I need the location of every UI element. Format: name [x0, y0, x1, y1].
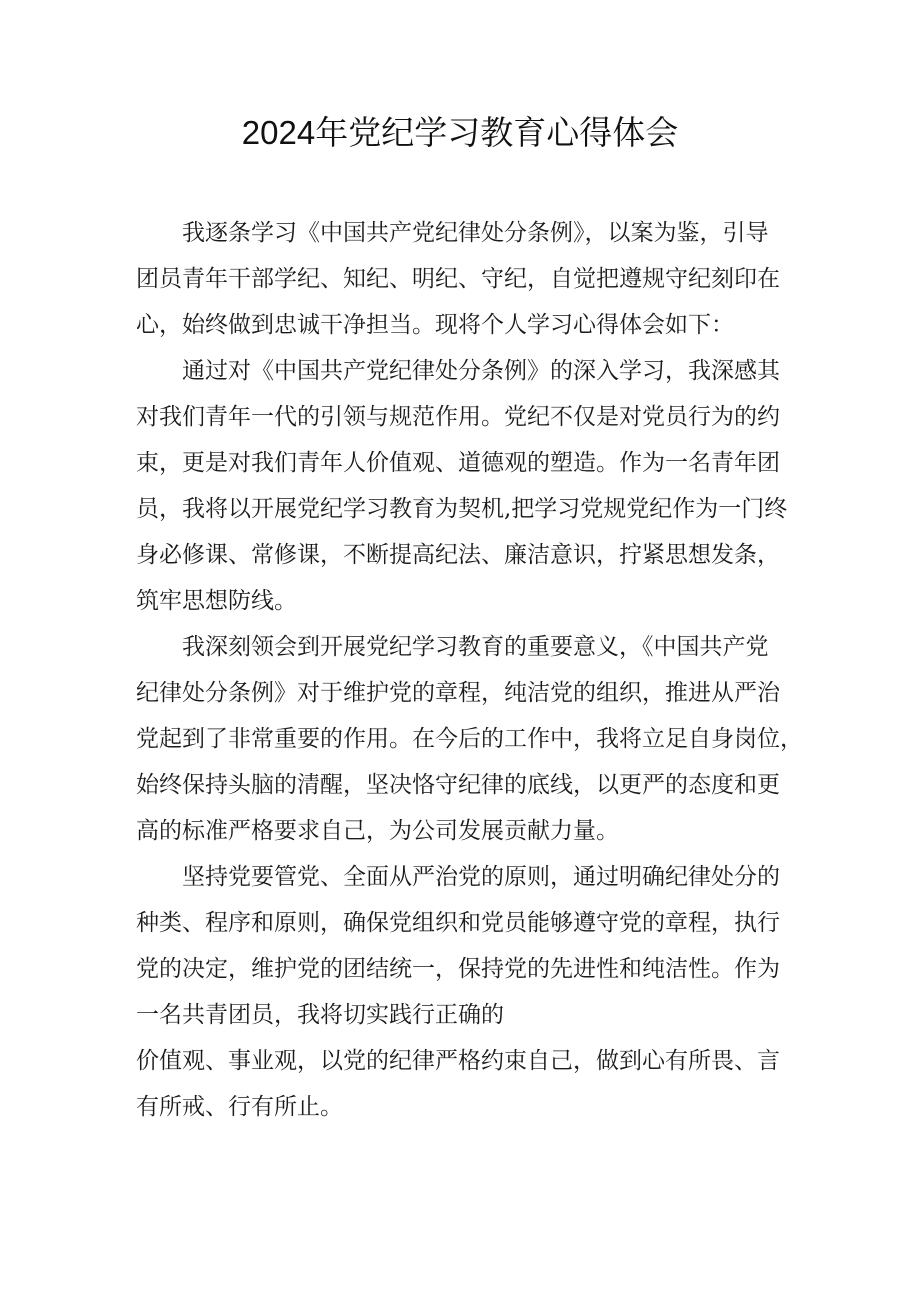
paragraph-line: 我逐条学习《中国共产党纪律处分条例》，以案为鉴，引导	[182, 220, 769, 246]
paragraph-line: 种类、程序和原则，确保党组织和党员能够遵守党的章程，执行	[136, 910, 780, 936]
paragraph-line: 心，始终做到忠诚干净担当。现将个人学习心得体会如下：	[136, 312, 734, 338]
paragraph-line: 有所戒、行有所止。	[136, 1094, 343, 1120]
paragraph-line: 筑牢思想防线。	[136, 588, 297, 614]
paragraph-line: 党起到了非常重要的作用。在今后的工作中，我将立足自身岗位，	[136, 726, 803, 752]
paragraph-line: 纪律处分条例》对于维护党的章程，纯洁党的组织，推进从严治	[136, 680, 780, 706]
paragraph-line: 高的标准严格要求自己，为公司发展贡献力量。	[136, 818, 619, 844]
paragraph-2	[136, 348, 792, 624]
paragraph-line: 员，我将以开展党纪学习教育为契机,把学习党规党纪作为一门终	[136, 496, 788, 522]
document-title: 2024年党纪学习教育心得体会	[241, 114, 679, 151]
paragraph-line: 一名共青团员，我将切实践行正确的	[136, 1002, 504, 1028]
paragraph-line: 通过对《中国共产党纪律处分条例》的深入学习，我深感其	[182, 358, 780, 384]
paragraph-line: 党的决定，维护党的团结统一，保持党的先进性和纯洁性。作为	[136, 956, 780, 982]
paragraph-line: 价值观、事业观，以党的纪律严格约束自己，做到心有所畏、言	[136, 1048, 780, 1074]
paragraph-line: 团员青年干部学纪、知纪、明纪、守纪，自觉把遵规守纪刻印在	[136, 266, 780, 292]
paragraph-line: 坚持党要管党、全面从严治党的原则，通过明确纪律处分的	[182, 864, 780, 890]
paragraph-line: 对我们青年一代的引领与规范作用。党纪不仅是对党员行为的约	[136, 404, 780, 430]
document-body	[136, 210, 803, 1130]
paragraph-4	[136, 854, 792, 1038]
paragraph-3	[136, 624, 803, 854]
paragraph-line: 身必修课、常修课，不断提高纪法、廉洁意识，拧紧思想发条，	[136, 542, 780, 568]
paragraph-line: 束，更是对我们青年人价值观、道德观的塑造。作为一名青年团	[136, 450, 780, 476]
paragraph-line: 我深刻领会到开展党纪学习教育的重要意义，《中国共产党	[182, 634, 769, 660]
paragraph-5	[136, 1038, 792, 1130]
paragraph-1	[136, 210, 792, 348]
paragraph-line: 始终保持头脑的清醒，坚决恪守纪律的底线，以更严的态度和更	[136, 772, 780, 798]
